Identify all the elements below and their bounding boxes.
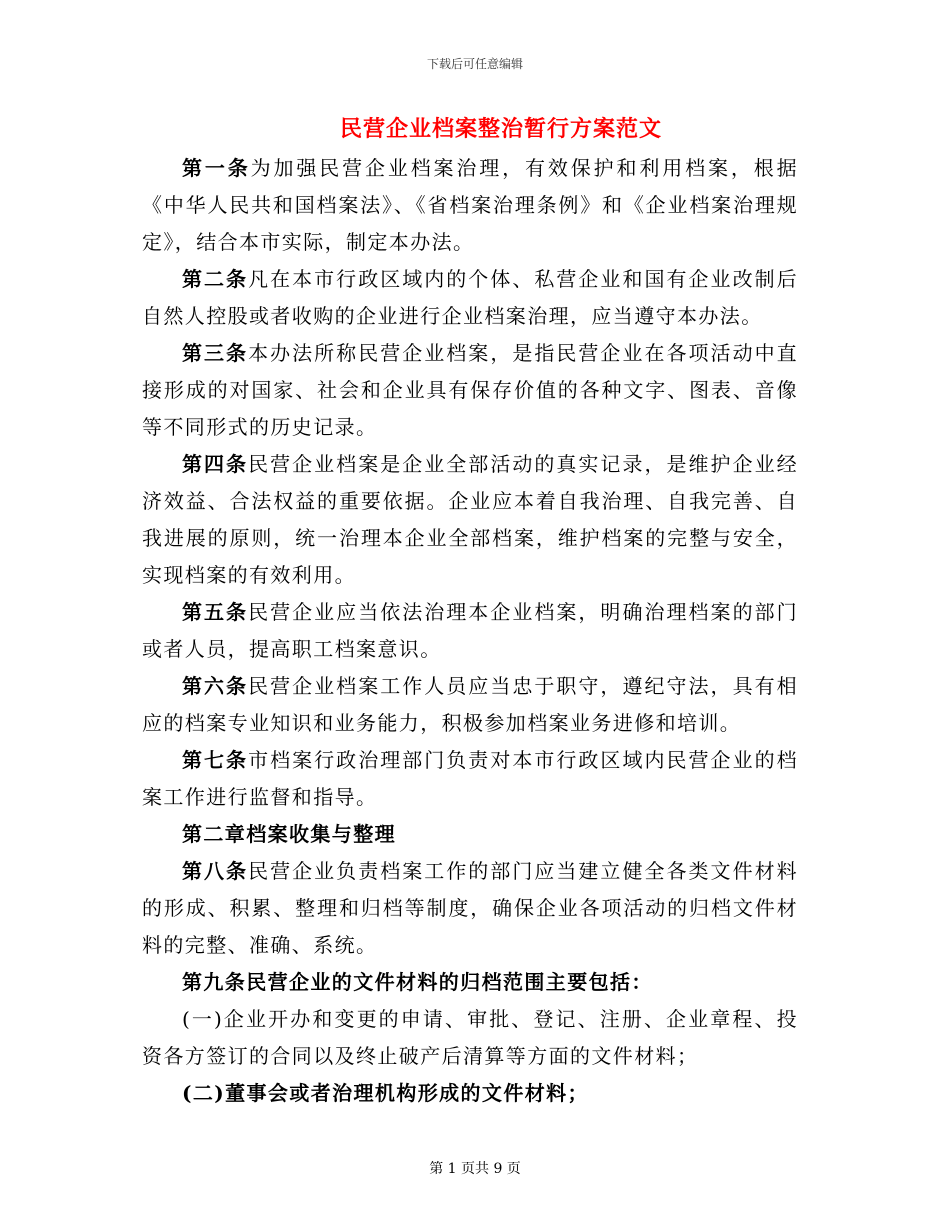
- article-number: 第五条: [182, 600, 249, 624]
- article-text: 民营企业应当依法治理本企业档案，明确治理档案的部门或者人员，提高职工档案意识。: [142, 600, 799, 661]
- article-number: 第四条: [182, 452, 249, 476]
- paragraph-article-4: [142, 446, 798, 594]
- paragraph-article-1: [142, 150, 798, 261]
- paragraph-article-2: [142, 261, 798, 335]
- list-item-2: (二)董事会或者治理机构形成的文件材料；: [182, 1081, 589, 1105]
- paragraph-article-3: [142, 335, 798, 446]
- article-number: 第六条: [182, 674, 249, 698]
- list-item-1: (一)企业开办和变更的申请、审批、登记、注册、企业章程、投资各方签订的合同以及终止破产后清算等方面的文件材料；: [142, 1007, 798, 1068]
- paragraph-article-7: [142, 742, 798, 816]
- paragraph-article-6: [142, 668, 798, 742]
- article-text: 为加强民营企业档案治理，有效保护和利用档案，根据《中华人民共和国档案法》、《省档案治理条例》和《企业档案治理规定》，结合本市实际，制定本办法。: [142, 156, 798, 254]
- article-number: 第三条: [182, 341, 249, 365]
- article-number: 第二条: [182, 267, 249, 291]
- chapter-heading: 第二章档案收集与整理: [182, 822, 396, 846]
- article-text: 市档案行政治理部门负责对本市行政区域内民营企业的档案工作进行监督和指导。: [142, 748, 799, 809]
- article-text: 凡在本市行政区域内的个体、私营企业和国有企业改制后自然人控股或者收购的企业进行企业档案治理，应当遵守本办法。: [142, 267, 799, 328]
- page-header: 下载后可任意编辑: [426, 57, 523, 71]
- paragraph-article-8: [142, 853, 798, 964]
- article-text: 民营企业负责档案工作的部门应当建立健全各类文件材料的形成、积累、整理和归档等制度，确保企业各项活动的归档文件材料的完整、准确、系统。: [142, 859, 799, 957]
- paragraph-article-5: [142, 594, 798, 668]
- article-text: 民营企业档案工作人员应当忠于职守，遵纪守法，具有相应的档案专业知识和业务能力，积极参加档案业务进修和培训。: [142, 674, 799, 735]
- document-title: 民营企业档案整治暂行方案范文: [339, 116, 662, 142]
- article-9-heading: 第九条民营企业的文件材料的归档范围主要包括：: [182, 970, 653, 994]
- article-number: 第七条: [182, 748, 249, 772]
- document-body: [142, 150, 798, 1112]
- article-number: 第一条: [182, 156, 251, 180]
- article-number: 第八条: [182, 859, 249, 883]
- article-text: 民营企业档案是企业全部活动的真实记录，是维护企业经济效益、合法权益的重要依据。企业应本着自我治理、自我完善、自我进展的原则，统一治理本企业全部档案，维护档案的完整与安全，实现档案的有效利用。: [142, 452, 799, 587]
- article-text: 本办法所称民营企业档案，是指民营企业在各项活动中直接形成的对国家、社会和企业具有保存价值的各种文字、图表、音像等不同形式的历史记录。: [142, 341, 799, 439]
- page-footer: 第 1 页共 9 页: [429, 1161, 521, 1177]
